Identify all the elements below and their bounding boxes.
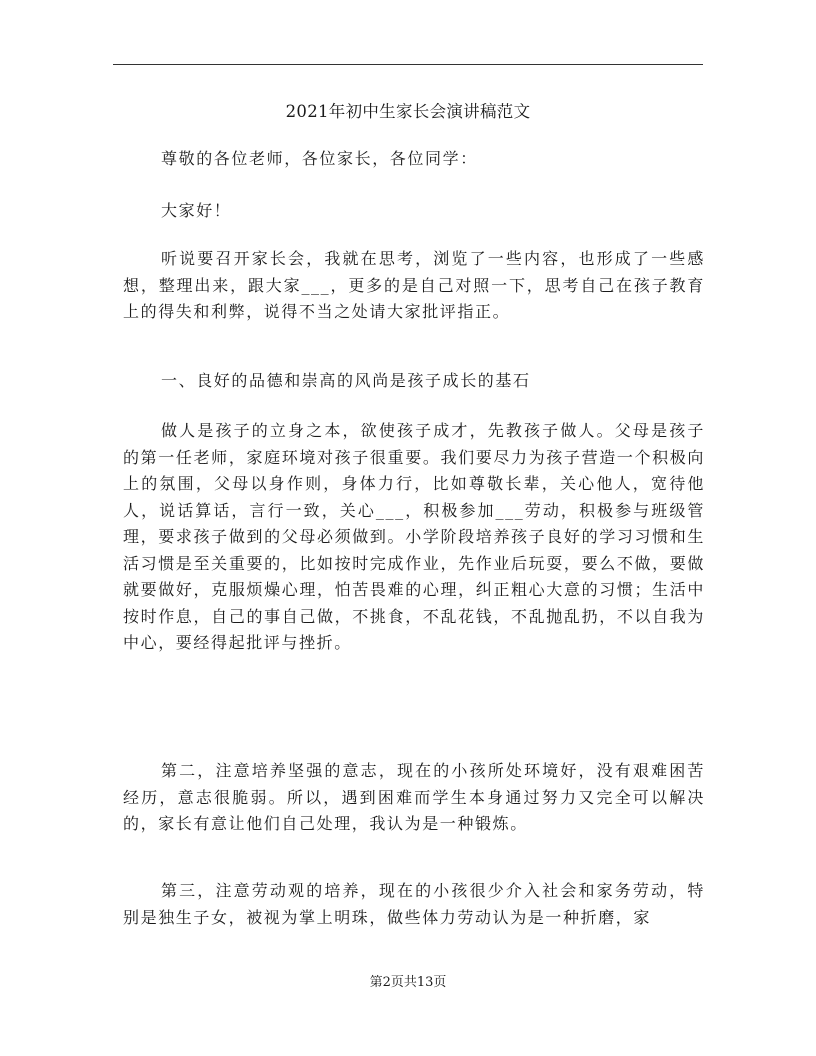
body-paragraph-2: 第二，注意培养坚强的意志，现在的小孩所处环境好，没有艰难困苦经历，意志很脆弱。所以，遇到困难而学生本身通过努力又完全可以解决的，家长有意让他们自己处理，我认为是一种锻炼。 [123,761,705,833]
body-paragraph-1: 做人是孩子的立身之本，欲使孩子成才，先教孩子做人。父母是孩子的第一任老师，家庭环境对孩子很重要。我们要尽力为孩子营造一个积极向上的氛围，父母以身作则，身体力行，比如尊敬长辈，关心他人，宽待他人，说话算话，言行一致，关心___，积极参加___劳动，积极参与班级管理，要求孩子做到的父母必须做到。小学阶段培养孩子良好的学习习惯和生活习惯是至关重要的，比如按时完成作业，先作业后玩耍，要么不做，要做就要做好，克服烦燥心理，怕苦畏难的心理，纠正粗心大意的习惯；生活中按时作息，自己的事自己做，不挑食，不乱花钱，不乱抛乱扔，不以自我为中心，要经得起批评与挫折。 [123,421,705,652]
document-title: 2021年初中生家长会演讲稿范文 [285,102,531,121]
header-rule [113,64,703,65]
page-number: 第2页共13页 [369,975,447,990]
salutation: 尊敬的各位老师，各位家长，各位同学： [161,149,478,168]
body-paragraph-3: 第三，注意劳动观的培养，现在的小孩很少介入社会和家务劳动，特别是独生子女，被视为掌上明珠，做些体力劳动认为是一种折磨，家 [123,881,705,927]
intro-paragraph: 听说要召开家长会，我就在思考，浏览了一些内容，也形成了一些感想，整理出来，跟大家___，更多的是自己对照一下，思考自己在孩子教育上的得失和利弊，说得不当之处请大家批评指正。 [123,249,705,321]
section-heading: 一、良好的品德和崇高的风尚是孩子成长的基石 [161,371,531,390]
greeting: 大家好！ [161,201,232,220]
